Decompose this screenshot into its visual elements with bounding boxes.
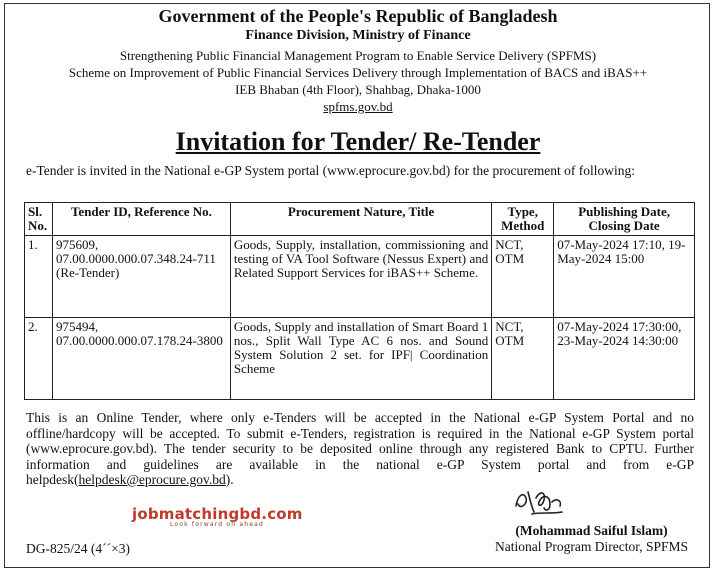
col-header-dates: Publishing Date, Closing Date — [554, 203, 695, 236]
cell-dates: 07-May-2024 17:30:00, 23-May-2024 14:30:00 — [554, 318, 695, 400]
table-header-row — [25, 203, 695, 236]
dg-code: DG-825/24 (4´´×3) — [26, 541, 130, 556]
logo-text: jobmatchingbd.com — [132, 505, 303, 523]
terms-end: ). — [225, 472, 234, 487]
intro-text: e-Tender is invited in the National e-GP System portal (www.eprocure.gov.bd) for the procurement of following: — [26, 163, 636, 178]
col-header-tender: Tender ID, Reference No. — [52, 203, 230, 236]
tender-table — [24, 202, 695, 400]
cell-sl: 1. — [25, 236, 53, 318]
signature-image — [510, 484, 570, 525]
government-heading: Government of the People's Republic of Bangladesh — [158, 6, 558, 26]
cell-tender: 975494, 07.00.0000.000.07.178.24-3800 — [52, 318, 230, 400]
division-heading: Finance Division, Ministry of Finance — [245, 28, 471, 43]
watermark-logo — [132, 505, 302, 528]
terms-paragraph — [26, 410, 694, 488]
cell-dates: 07-May-2024 17:10, 19-May-2024 15:00 — [554, 236, 695, 318]
cell-tender: 975609, 07.00.0000.000.07.348.24-711 (Re-Tender) — [52, 236, 230, 318]
cell-nature: Goods, Supply, installation, commissioning and testing of VA Tool Software (Nessus Expert) and Related Support Services for iBAS++ Scheme. — [230, 236, 491, 318]
table-row — [25, 236, 695, 318]
logo-tagline: Look forward on ahead — [169, 521, 265, 528]
signer-name: (Mohammad Saiful Islam) — [515, 523, 668, 538]
table-row — [25, 318, 695, 400]
scheme-name: Scheme on Improvement of Public Financial Services Delivery through Implementation of BACS and iBAS++ — [68, 65, 648, 80]
terms-text: This is an Online Tender, where only e-Tenders will be accepted in the National e-GP System Portal and no offline/hardcopy will be accepted. To submit e-Tenders, registration is required in the National e-GP System portal (www.eprocure.gov.bd). The tender security to be deposited online through any registered Bank to CPTU. Further information and guidelines are available in the national e-GP System portal and from e-GP helpdesk( — [26, 410, 694, 487]
signer-block — [495, 523, 688, 555]
office-address: IEB Bhaban (4th Floor), Shahbag, Dhaka-1000 — [235, 82, 481, 97]
col-header-sl: Sl. No. — [25, 203, 53, 236]
cell-nature: Goods, Supply and installation of Smart Board 1 nos., Split Wall Type AC 6 nos. and Sound System Solution 2 set. for IPF| Coordination Scheme — [230, 318, 491, 400]
cell-type: NCT, OTM — [492, 318, 554, 400]
col-header-nature: Procurement Nature, Title — [230, 203, 491, 236]
cell-sl: 2. — [25, 318, 53, 400]
program-name: Strengthening Public Financial Management Program to Enable Service Delivery (SPFMS) — [119, 48, 597, 63]
signer-title: National Program Director, SPFMS — [495, 539, 688, 554]
notice-title: Invitation for Tender/ Re-Tender — [175, 127, 541, 156]
col-header-type: Type, Method — [492, 203, 554, 236]
helpdesk-email-link[interactable]: helpdesk@eprocure.gov.bd — [78, 472, 226, 487]
cell-type: NCT, OTM — [492, 236, 554, 318]
website-link[interactable]: spfms.gov.bd — [323, 99, 393, 114]
